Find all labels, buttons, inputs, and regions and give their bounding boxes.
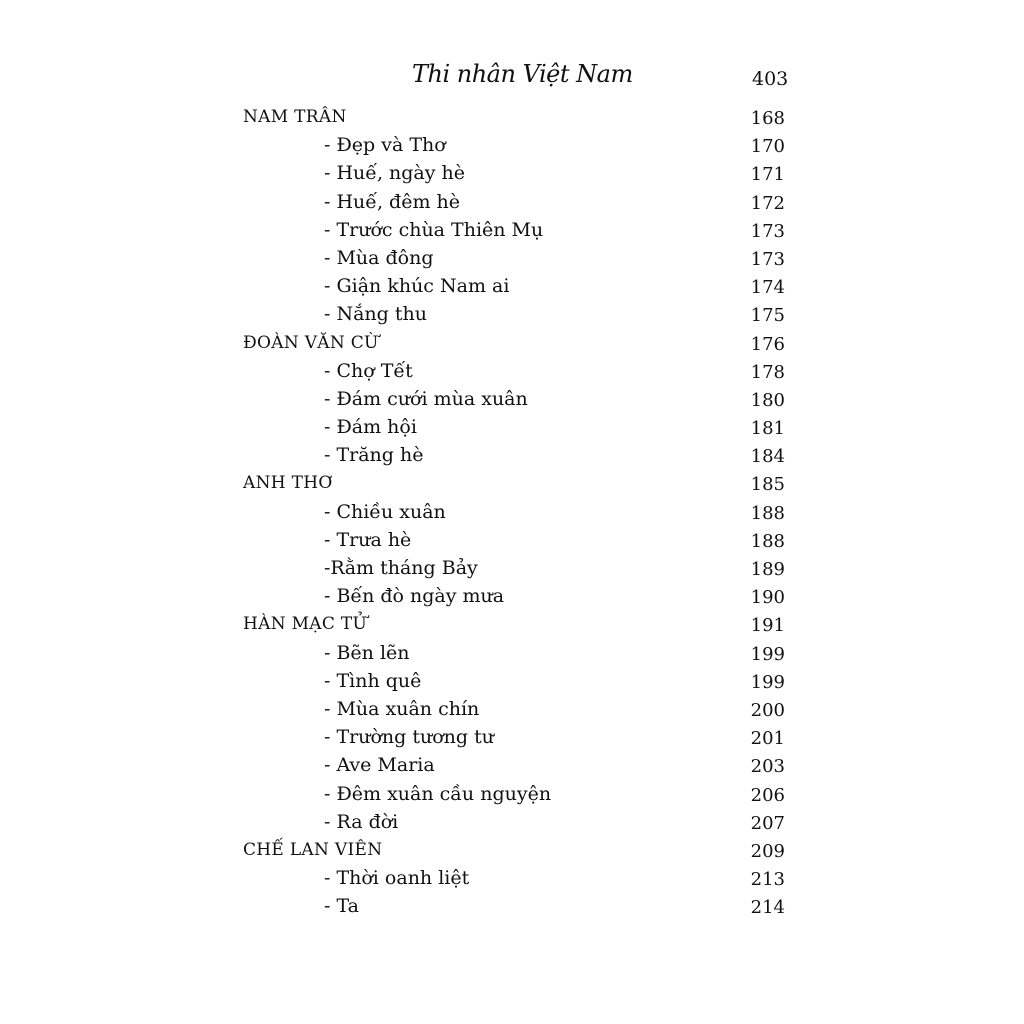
toc-author-entry xyxy=(0,104,1024,132)
table-of-contents xyxy=(0,104,1024,921)
poem-title: - Mùa đông xyxy=(324,246,434,269)
toc-poem-entry xyxy=(0,414,1024,442)
author-name: ĐOÀN VĂN CỪ xyxy=(243,332,379,353)
toc-page-number: 175 xyxy=(750,305,785,327)
toc-page-number: 188 xyxy=(750,530,785,552)
poem-title: - Tình quê xyxy=(324,669,422,692)
toc-poem-entry xyxy=(0,132,1024,160)
toc-page-number: 203 xyxy=(750,756,785,778)
poem-title: - Ra đời xyxy=(324,810,399,833)
poem-title: - Thời oanh liệt xyxy=(324,867,470,890)
poem-title: - Ave Maria xyxy=(324,754,435,777)
toc-poem-entry xyxy=(0,640,1024,668)
poem-title: - Bẽn lẽn xyxy=(324,641,410,664)
poem-title: - Mùa xuân chín xyxy=(324,697,480,720)
poem-title: - Chiều xuân xyxy=(324,500,446,523)
toc-author-entry xyxy=(0,330,1024,358)
toc-poem-entry xyxy=(0,301,1024,329)
toc-page-number: 206 xyxy=(750,784,785,806)
poem-title: -Rằm tháng Bảy xyxy=(324,557,478,579)
poem-title: - Chợ Tết xyxy=(324,359,413,382)
author-name: CHẾ LAN VIÊN xyxy=(243,839,383,860)
toc-poem-entry xyxy=(0,189,1024,217)
author-name: NAM TRÂN xyxy=(243,107,347,127)
toc-page-number: 185 xyxy=(750,474,785,496)
toc-author-entry xyxy=(0,470,1024,498)
poem-title: - Trưa hè xyxy=(324,528,412,551)
toc-page-number: 191 xyxy=(750,615,785,637)
toc-page-number: 190 xyxy=(750,587,785,609)
author-name: ANH THƠ xyxy=(243,473,333,494)
poem-title: - Nắng thu xyxy=(324,303,427,326)
toc-page-number: 170 xyxy=(750,136,785,158)
toc-page-number: 178 xyxy=(750,361,785,383)
toc-poem-entry xyxy=(0,865,1024,893)
toc-author-entry xyxy=(0,611,1024,639)
book-title: Thi nhân Việt Nam xyxy=(412,60,633,88)
author-name: HÀN MẠC TỬ xyxy=(243,614,368,635)
toc-author-entry xyxy=(0,837,1024,865)
page-number: 403 xyxy=(752,68,789,90)
toc-page-number: 200 xyxy=(750,699,785,721)
poem-title: - Huế, ngày hè xyxy=(324,162,466,185)
toc-page-number: 201 xyxy=(750,728,785,750)
toc-page-number: 199 xyxy=(750,643,785,665)
toc-poem-entry xyxy=(0,217,1024,245)
poem-title: - Trăng hè xyxy=(324,444,424,467)
toc-poem-entry xyxy=(0,555,1024,583)
toc-page-number: 181 xyxy=(750,418,785,440)
toc-poem-entry xyxy=(0,273,1024,301)
toc-page-number: 180 xyxy=(750,389,785,411)
poem-title: - Trường tương tư xyxy=(324,726,494,749)
poem-title: - Đám hội xyxy=(324,416,417,439)
toc-page-number: 207 xyxy=(750,812,785,834)
poem-title: - Ta xyxy=(324,895,359,918)
toc-page-number: 168 xyxy=(750,108,785,129)
toc-page-number: 173 xyxy=(750,248,785,270)
toc-poem-entry xyxy=(0,696,1024,724)
toc-poem-entry xyxy=(0,668,1024,696)
toc-page-number: 174 xyxy=(750,277,785,299)
poem-title: - Đẹp và Thơ xyxy=(324,134,446,157)
toc-poem-entry xyxy=(0,386,1024,414)
toc-page-number: 189 xyxy=(750,559,785,580)
toc-poem-entry xyxy=(0,809,1024,837)
toc-poem-entry xyxy=(0,358,1024,386)
toc-poem-entry xyxy=(0,724,1024,752)
toc-poem-entry xyxy=(0,499,1024,527)
toc-page-number: 209 xyxy=(750,840,785,862)
toc-page-number: 214 xyxy=(750,897,785,919)
toc-poem-entry xyxy=(0,442,1024,470)
page-header xyxy=(0,58,1024,98)
toc-page-number: 213 xyxy=(750,869,785,891)
toc-page-number: 173 xyxy=(750,220,785,242)
toc-poem-entry xyxy=(0,893,1024,921)
poem-title: - Đêm xuân cầu nguyện xyxy=(324,782,552,805)
poem-title: - Bến đò ngày mưa xyxy=(324,585,505,608)
toc-page-number: 171 xyxy=(750,164,785,186)
toc-page-number: 199 xyxy=(750,671,785,693)
poem-title: - Đám cưới mùa xuân xyxy=(324,387,528,410)
toc-page-number: 172 xyxy=(750,192,785,214)
toc-poem-entry xyxy=(0,245,1024,273)
toc-page-number: 176 xyxy=(750,333,785,355)
toc-poem-entry xyxy=(0,583,1024,611)
toc-poem-entry xyxy=(0,527,1024,555)
poem-title: - Trước chùa Thiên Mụ xyxy=(324,218,544,241)
toc-page-number: 188 xyxy=(750,502,785,524)
toc-poem-entry xyxy=(0,160,1024,188)
toc-poem-entry xyxy=(0,781,1024,809)
poem-title: - Giận khúc Nam ai xyxy=(324,275,510,298)
toc-poem-entry xyxy=(0,752,1024,780)
poem-title: - Huế, đêm hè xyxy=(324,190,460,213)
toc-page-number: 184 xyxy=(750,446,785,468)
